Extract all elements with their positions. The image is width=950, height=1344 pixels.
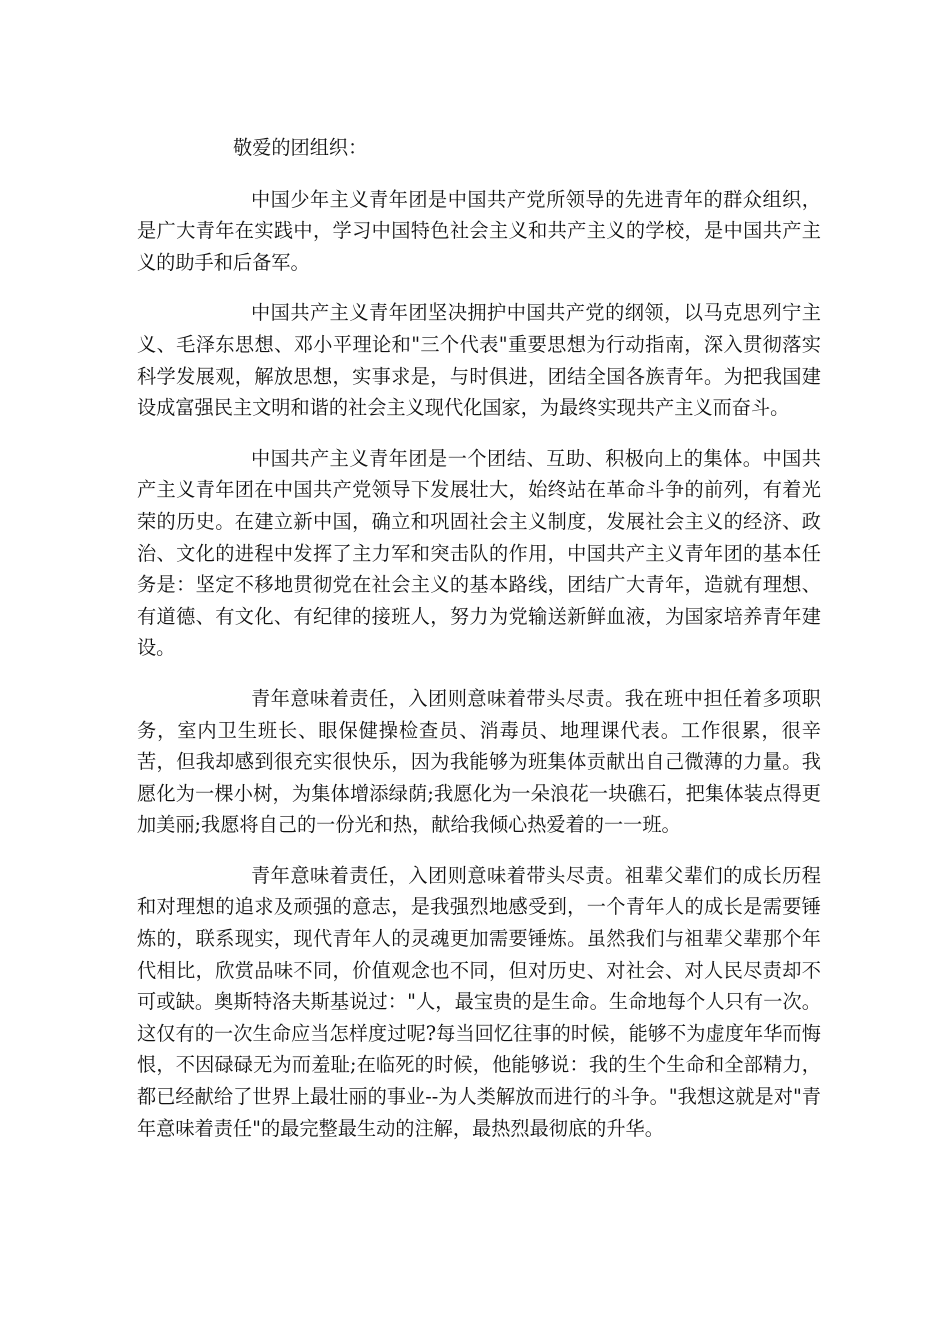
document-body — [137, 132, 821, 1144]
paragraph-2: 中国共产主义青年团坚决拥护中国共产党的纲领，以马克思列宁主义、毛泽东思想、邓小平理论和"三个代表"重要思想为行动指南，深入贯彻落实科学发展观，解放思想，实事求是，与时俱进，团结全国各族青年。为把我国建设成富强民主文明和谐的社会主义现代化国家，为最终实现共产主义而奋斗。 — [137, 301, 821, 420]
paragraph-4: 青年意味着责任，入团则意味着带头尽责。我在班中担任着多项职务，室内卫生班长、眼保健操检查员、消毒员、地理课代表。工作很累，很辛苦，但我却感到很充实很快乐，因为我能够为班集体贡献出自己微薄的力量。我愿化为一棵小树，为集体增添绿荫;我愿化为一朵浪花一块礁石，把集体装点得更加美丽;我愿将自己的一份光和热，献给我倾心热爱着的一一班。 — [137, 686, 821, 837]
paragraph-3: 中国共产主义青年团是一个团结、互助、积极向上的集体。中国共产主义青年团在中国共产党领导下发展壮大，始终站在革命斗争的前列，有着光荣的历史。在建立新中国，确立和巩固社会主义制度，发展社会主义的经济、政治、文化的进程中发挥了主力军和突击队的作用，中国共产主义青年团的基本任务是：坚定不移地贯彻党在社会主义的基本路线，团结广大青年，造就有理想、有道德、有文化、有纪律的接班人，努力为党输送新鲜血液，为国家培养青年建设。 — [137, 446, 821, 660]
paragraph-1: 中国少年主义青年团是中国共产党所领导的先进青年的群众组织，是广大青年在实践中，学习中国特色社会主义和共产主义的学校，是中国共产主义的助手和后备军。 — [137, 187, 821, 274]
salutation: 敬爱的团组织： — [233, 136, 368, 159]
paragraph-5: 青年意味着责任，入团则意味着带头尽责。祖辈父辈们的成长历程和对理想的追求及顽强的意志，是我强烈地感受到，一个青年人的成长是需要锤炼的，联系现实，现代青年人的灵魂更加需要锤炼。虽然我们与祖辈父辈那个年代相比，欣赏品味不同，价值观念也不同，但对历史、对社会、对人民尽责却不可或缺。奥斯特洛夫斯基说过："人，最宝贵的是生命。生命地每个人只有一次。这仅有的一次生命应当怎样度过呢?每当回忆往事的时候，能够不为虚度年华而悔恨，不因碌碌无为而羞耻;在临死的时候，他能够说：我的生个生命和全部精力，都已经献给了世界上最壮丽的事业--为人类解放而进行的斗争。"我想这就是对"青年意味着责任"的最完整最生动的注解，最热烈最彻底的升华。 — [137, 863, 821, 1140]
